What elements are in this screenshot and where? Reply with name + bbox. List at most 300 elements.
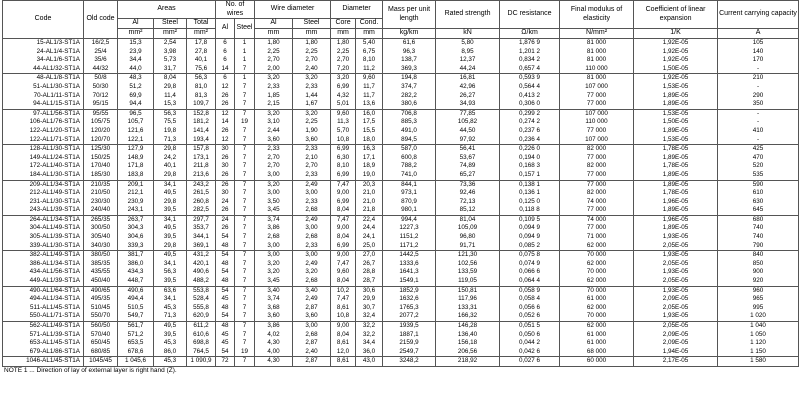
cell-wires-steel: 7 [235, 162, 255, 171]
cell-modulus: 70 000 [560, 286, 634, 295]
cell-diam-cond: 36,0 [356, 348, 383, 357]
cell-area-total: 181,2 [187, 118, 216, 127]
cell-area-al: 304,3 [118, 224, 154, 233]
cell-diam-core: 7,20 [331, 65, 356, 74]
cell-old-code: 95/55 [84, 109, 118, 118]
cell-diam-core: 12,0 [331, 348, 356, 357]
cell-wires-steel: 7 [235, 224, 255, 233]
cell-expansion: 1,53E-05 [634, 136, 718, 145]
cell-current-capacity: 610 [718, 189, 799, 198]
cell-area-steel: 29,8 [154, 171, 187, 180]
cell-dc-resistance: 1,876 9 [500, 39, 560, 48]
cell-rated-strength: 77,85 [436, 109, 500, 118]
cell-mass: 741,0 [383, 171, 436, 180]
cell-diam-core: 11,3 [331, 118, 356, 127]
cell-diam-core: 8,61 [331, 304, 356, 313]
subheader-area-al: Al [118, 19, 154, 29]
cell-current-capacity: 850 [718, 260, 799, 269]
table-row [3, 295, 799, 304]
cell-dc-resistance: 0,094 9 [500, 224, 560, 233]
cell-diam-core: 9,60 [331, 109, 356, 118]
cell-modulus: 62 000 [560, 260, 634, 269]
cell-dc-resistance: 0,237 6 [500, 127, 560, 136]
cell-wires-al: 54 [216, 312, 235, 321]
cell-expansion: 2,05E-05 [634, 260, 718, 269]
cell-code: 51-AL1/30-ST1A [3, 83, 84, 92]
cell-diam-cond: 15,5 [356, 127, 383, 136]
cell-wire-diam-al: 3,00 [255, 251, 293, 260]
cell-diam-cond: 21,8 [356, 206, 383, 215]
cell-wire-diam-al: 3,60 [255, 136, 293, 145]
cell-mass: 706,8 [383, 109, 436, 118]
cell-wire-diam-al: 2,33 [255, 83, 293, 92]
cell-diam-cond: 18,0 [356, 136, 383, 145]
cell-old-code: 35/6 [84, 56, 118, 65]
cell-wire-diam-al: 2,70 [255, 162, 293, 171]
cell-wires-steel: 7 [235, 339, 255, 348]
cell-dc-resistance: 0,042 6 [500, 348, 560, 357]
cell-old-code: 680/85 [84, 348, 118, 357]
cell-code: 149-AL1/24-ST1A [3, 154, 84, 163]
cell-current-capacity: 1 040 [718, 322, 799, 331]
table-row [3, 171, 799, 180]
cell-area-al: 434,3 [118, 268, 154, 277]
cell-area-steel: 56,3 [154, 109, 187, 118]
table-row [3, 74, 799, 83]
cell-wire-diam-steel: 2,40 [293, 348, 331, 357]
cell-wires-al: 6 [216, 56, 235, 65]
cell-area-al: 127,9 [118, 145, 154, 154]
cell-wires-al: 48 [216, 304, 235, 313]
cell-rated-strength: 166,32 [436, 312, 500, 321]
cell-area-steel: 63,6 [154, 286, 187, 295]
table-row [3, 312, 799, 321]
cell-diam-cond: 32,2 [356, 331, 383, 340]
cell-code: 212-AL1/49-ST1A [3, 189, 84, 198]
cell-mass: 844,1 [383, 180, 436, 189]
table-row [3, 48, 799, 57]
cell-expansion: 1,93E-05 [634, 286, 718, 295]
cell-wire-diam-steel: 2,68 [293, 277, 331, 286]
cell-mass: 491,0 [383, 127, 436, 136]
table-row [3, 83, 799, 92]
cell-mass: 885,3 [383, 118, 436, 127]
header-old-code: Old code [84, 1, 118, 39]
cell-area-total: 369,1 [187, 242, 216, 251]
cell-wires-al: 14 [216, 65, 235, 74]
cell-diam-cond: 32,2 [356, 322, 383, 331]
cell-area-steel: 39,5 [154, 206, 187, 215]
cell-wire-diam-al: 2,44 [255, 127, 293, 136]
cell-old-code: 650/45 [84, 339, 118, 348]
cell-diam-core: 10,8 [331, 136, 356, 145]
cell-dc-resistance: 0,136 1 [500, 189, 560, 198]
cell-wire-diam-al: 1,80 [255, 39, 293, 48]
cell-wires-al: 45 [216, 339, 235, 348]
table-row [3, 260, 799, 269]
cell-modulus: 77 000 [560, 224, 634, 233]
cell-old-code: 95/15 [84, 100, 118, 109]
cell-modulus: 62 000 [560, 304, 634, 313]
cell-area-steel: 86,0 [154, 348, 187, 357]
cell-diam-core: 8,61 [331, 357, 356, 367]
cell-wire-diam-steel: 3,00 [293, 322, 331, 331]
cell-expansion: 1,93E-05 [634, 233, 718, 242]
cell-dc-resistance: 0,168 3 [500, 162, 560, 171]
cell-area-al: 549,7 [118, 312, 154, 321]
cell-wire-diam-al: 2,68 [255, 233, 293, 242]
cell-mass: 369,3 [383, 65, 436, 74]
cell-dc-resistance: 0,085 2 [500, 242, 560, 251]
unit-strength: kN [436, 29, 500, 39]
cell-wire-diam-steel: 1,67 [293, 100, 331, 109]
cell-area-steel: 29,8 [154, 242, 187, 251]
cell-expansion: 2,05E-05 [634, 277, 718, 286]
cell-old-code: 120/20 [84, 127, 118, 136]
cell-modulus: 107 000 [560, 136, 634, 145]
table-row [3, 198, 799, 207]
cell-diam-cond: 6,75 [356, 48, 383, 57]
cell-dc-resistance: 0,413 2 [500, 92, 560, 101]
cell-wires-al: 45 [216, 295, 235, 304]
cell-current-capacity: - [718, 118, 799, 127]
cell-wire-diam-al: 4,30 [255, 339, 293, 348]
cell-wire-diam-al: 2,70 [255, 154, 293, 163]
cell-expansion: 1,78E-05 [634, 145, 718, 154]
cell-wire-diam-al: 3,60 [255, 312, 293, 321]
table-row [3, 189, 799, 198]
cell-wire-diam-al: 3,45 [255, 277, 293, 286]
cell-current-capacity: 170 [718, 56, 799, 65]
cell-rated-strength: 121,30 [436, 251, 500, 260]
cell-area-al: 121,6 [118, 127, 154, 136]
cell-wires-steel: 7 [235, 136, 255, 145]
cell-area-al: 105,7 [118, 118, 154, 127]
cell-code: 494-AL1/34-ST1A [3, 295, 84, 304]
cell-rated-strength: 56,41 [436, 145, 500, 154]
subheader-diam-al: Al [255, 19, 293, 29]
cell-wire-diam-steel: 2,33 [293, 242, 331, 251]
cell-expansion: 1,89E-05 [634, 224, 718, 233]
cell-dc-resistance: 0,064 4 [500, 277, 560, 286]
cell-mass: 600,8 [383, 154, 436, 163]
cell-wires-al: 48 [216, 242, 235, 251]
header-no-of-wires: No. of wires [216, 1, 255, 19]
table-row [3, 127, 799, 136]
cell-mass: 2077,2 [383, 312, 436, 321]
cell-expansion: 1,50E-05 [634, 118, 718, 127]
cell-mass: 96,3 [383, 48, 436, 57]
unit-area-al: mm² [118, 29, 154, 39]
unit-cond: mm [356, 29, 383, 39]
cell-expansion: 2,09E-05 [634, 331, 718, 340]
cell-diam-core: 9,60 [331, 268, 356, 277]
cell-area-steel: 34,1 [154, 180, 187, 189]
cell-rated-strength: 206,56 [436, 348, 500, 357]
header-wire-diameter: Wire diameter [255, 1, 331, 19]
subheader-wires-al: Al [216, 19, 235, 39]
cell-wire-diam-al: 2,70 [255, 56, 293, 65]
cell-expansion: 1,89E-05 [634, 171, 718, 180]
cell-expansion: 1,89E-05 [634, 206, 718, 215]
header-modulus: Final modulus of elasticity [560, 1, 634, 29]
cell-dc-resistance: 0,066 6 [500, 268, 560, 277]
cell-code: 571-AL1/39-ST1A [3, 331, 84, 340]
table-row [3, 180, 799, 189]
cell-wires-al: 6 [216, 74, 235, 83]
cell-rated-strength: 73,36 [436, 180, 500, 189]
cell-area-steel: 39,5 [154, 331, 187, 340]
cell-mass: 1939,5 [383, 322, 436, 331]
cell-current-capacity: 965 [718, 295, 799, 304]
cell-area-steel: 49,5 [154, 322, 187, 331]
cell-wires-al: 24 [216, 198, 235, 207]
cell-expansion: 1,94E-05 [634, 348, 718, 357]
cell-wires-steel: 7 [235, 242, 255, 251]
table-row [3, 154, 799, 163]
cell-code: 304-AL1/49-ST1A [3, 224, 84, 233]
cell-code: 94-AL1/15-ST1A [3, 100, 84, 109]
cell-diam-core: 7,47 [331, 215, 356, 224]
cell-old-code: 300/50 [84, 224, 118, 233]
cell-area-steel: 24,2 [154, 154, 187, 163]
cell-diam-cond: 19,0 [356, 171, 383, 180]
cell-modulus: 77 000 [560, 100, 634, 109]
cell-wire-diam-al: 3,50 [255, 198, 293, 207]
cell-wires-steel: 7 [235, 92, 255, 101]
table-header [3, 1, 799, 39]
cell-current-capacity: 740 [718, 233, 799, 242]
cell-diam-cond: 11,7 [356, 92, 383, 101]
cell-expansion: 1,78E-05 [634, 162, 718, 171]
cell-current-capacity: 535 [718, 171, 799, 180]
cell-old-code: 570/40 [84, 331, 118, 340]
cell-wire-diam-steel: 2,70 [293, 56, 331, 65]
cell-code: 653-AL1/45-ST1A [3, 339, 84, 348]
cell-old-code: 380/50 [84, 251, 118, 260]
cell-expansion: 1,92E-05 [634, 48, 718, 57]
cell-code: 562-AL1/49-ST1A [3, 322, 84, 331]
cell-old-code: 340/30 [84, 242, 118, 251]
cell-wire-diam-steel: 2,70 [293, 162, 331, 171]
cell-dc-resistance: 0,075 8 [500, 251, 560, 260]
cell-diam-cond: 5,40 [356, 39, 383, 48]
cell-rated-strength: 26,27 [436, 92, 500, 101]
cell-wires-al: 48 [216, 277, 235, 286]
cell-area-total: 611,2 [187, 322, 216, 331]
cell-area-al: 230,9 [118, 198, 154, 207]
cell-mass: 282,2 [383, 92, 436, 101]
cell-wire-diam-steel: 2,33 [293, 83, 331, 92]
cell-area-total: 620,9 [187, 312, 216, 321]
cell-wires-al: 26 [216, 224, 235, 233]
cell-wires-steel: 7 [235, 198, 255, 207]
cell-diam-core: 6,99 [331, 171, 356, 180]
cell-area-steel: 31,7 [154, 65, 187, 74]
header-expansion: Coefficient of linear expansion [634, 1, 718, 29]
cell-wire-diam-al: 4,00 [255, 348, 293, 357]
subheader-core: Core [331, 19, 356, 29]
cell-modulus: 77 000 [560, 171, 634, 180]
cell-expansion: 1,89E-05 [634, 92, 718, 101]
cell-dc-resistance: 0,157 1 [500, 171, 560, 180]
cell-dc-resistance: 0,044 2 [500, 339, 560, 348]
cell-diam-cond: 21,0 [356, 198, 383, 207]
cell-current-capacity: 1 050 [718, 331, 799, 340]
table-row [3, 109, 799, 118]
table-row [3, 348, 799, 357]
subheader-cond: Cond. [356, 19, 383, 29]
cell-mass: 994,4 [383, 215, 436, 224]
cell-area-al: 490,6 [118, 286, 154, 295]
cell-current-capacity: 740 [718, 224, 799, 233]
cell-rated-strength: 150,81 [436, 286, 500, 295]
cell-modulus: 77 000 [560, 206, 634, 215]
conductor-table-container [2, 0, 798, 375]
cell-code: 305-AL1/39-ST1A [3, 233, 84, 242]
cell-old-code: 125/30 [84, 145, 118, 154]
cell-mass: 1765,3 [383, 304, 436, 313]
cell-mass: 1333,6 [383, 260, 436, 269]
cell-mass: 894,5 [383, 136, 436, 145]
cell-old-code: 170/40 [84, 162, 118, 171]
cell-area-al: 183,8 [118, 171, 154, 180]
cell-area-al: 243,1 [118, 206, 154, 215]
cell-wire-diam-al: 2,00 [255, 65, 293, 74]
cell-code: 209-AL1/34-ST1A [3, 180, 84, 189]
cell-wire-diam-al: 1,85 [255, 92, 293, 101]
cell-mass: 380,6 [383, 100, 436, 109]
cell-diam-cond: 17,5 [356, 118, 383, 127]
cell-area-total: 40,1 [187, 56, 216, 65]
cell-code: 122-AL1/20-ST1A [3, 127, 84, 136]
cell-wire-diam-al: 3,00 [255, 189, 293, 198]
cell-wire-diam-al: 3,20 [255, 180, 293, 189]
cell-old-code: 50/30 [84, 83, 118, 92]
cell-code: 434-AL1/56-ST1A [3, 268, 84, 277]
cell-area-al: 148,9 [118, 154, 154, 163]
cell-wire-diam-steel: 3,00 [293, 189, 331, 198]
cell-code: 511-AL1/45-ST1A [3, 304, 84, 313]
cell-code: 97-AL1/56-ST1A [3, 109, 84, 118]
cell-area-al: 263,7 [118, 215, 154, 224]
cell-modulus: 81 000 [560, 48, 634, 57]
cell-expansion: 1,89E-05 [634, 100, 718, 109]
cell-code: 172-AL1/40-ST1A [3, 162, 84, 171]
cell-rated-strength: 81,04 [436, 215, 500, 224]
cell-rated-strength: 105,82 [436, 118, 500, 127]
cell-mass: 870,9 [383, 198, 436, 207]
cell-rated-strength: 74,89 [436, 162, 500, 171]
cell-old-code: 25/4 [84, 48, 118, 57]
cell-expansion: 1,53E-05 [634, 83, 718, 92]
cell-diam-cond: 29,9 [356, 295, 383, 304]
cell-diam-core: 8,61 [331, 339, 356, 348]
cell-area-total: 698,8 [187, 339, 216, 348]
cell-area-steel: 45,3 [154, 304, 187, 313]
cell-old-code: 495/35 [84, 295, 118, 304]
cell-mass: 788,2 [383, 162, 436, 171]
cell-rated-strength: 85,12 [436, 206, 500, 215]
cell-area-steel: 49,5 [154, 189, 187, 198]
cell-modulus: 61 000 [560, 331, 634, 340]
cell-diam-cond: 32,4 [356, 312, 383, 321]
cell-modulus: 70 000 [560, 268, 634, 277]
cell-area-al: 44,0 [118, 65, 154, 74]
cell-area-steel: 39,5 [154, 277, 187, 286]
cell-area-al: 212,1 [118, 189, 154, 198]
cell-area-total: 75,6 [187, 65, 216, 74]
cell-area-steel: 29,8 [154, 198, 187, 207]
table-row [3, 65, 799, 74]
cell-mass: 1442,5 [383, 251, 436, 260]
cell-modulus: 81 000 [560, 39, 634, 48]
cell-area-steel: 39,5 [154, 233, 187, 242]
cell-dc-resistance: 0,564 4 [500, 83, 560, 92]
cell-wires-steel: 7 [235, 357, 255, 367]
cell-old-code: 105/75 [84, 118, 118, 127]
cell-old-code: 560/50 [84, 322, 118, 331]
cell-wires-steel: 7 [235, 154, 255, 163]
cell-wires-steel: 7 [235, 109, 255, 118]
cell-modulus: 71 000 [560, 233, 634, 242]
cell-mass: 980,1 [383, 206, 436, 215]
cell-wires-steel: 7 [235, 127, 255, 136]
cell-wire-diam-al: 3,20 [255, 74, 293, 83]
cell-area-steel: 45,3 [154, 357, 187, 367]
cell-diam-core: 1,80 [331, 39, 356, 48]
cell-wires-al: 12 [216, 109, 235, 118]
cell-wire-diam-al: 3,86 [255, 224, 293, 233]
cell-diam-core: 7,47 [331, 180, 356, 189]
cell-wire-diam-steel: 2,87 [293, 339, 331, 348]
cell-wire-diam-steel: 2,25 [293, 48, 331, 57]
cell-modulus: 110 000 [560, 65, 634, 74]
cell-mass: 2159,9 [383, 339, 436, 348]
cell-diam-cond: 21,0 [356, 189, 383, 198]
cell-mass: 194,8 [383, 74, 436, 83]
cell-dc-resistance: 0,236 4 [500, 136, 560, 145]
cell-old-code: 120/70 [84, 136, 118, 145]
cell-area-al: 94,4 [118, 100, 154, 109]
cell-rated-strength: 65,27 [436, 171, 500, 180]
table-row [3, 268, 799, 277]
table-row [3, 277, 799, 286]
cell-wire-diam-steel: 2,33 [293, 171, 331, 180]
cell-current-capacity: 960 [718, 286, 799, 295]
cell-area-total: 261,5 [187, 189, 216, 198]
cell-old-code: 385/35 [84, 260, 118, 269]
cell-wires-steel: 7 [235, 286, 255, 295]
cell-dc-resistance: 0,593 9 [500, 74, 560, 83]
cell-area-total: 553,8 [187, 286, 216, 295]
cell-diam-core: 8,04 [331, 277, 356, 286]
header-rated-strength: Rated strength [436, 1, 500, 29]
cell-area-total: 141,4 [187, 127, 216, 136]
cell-wire-diam-steel: 2,68 [293, 233, 331, 242]
cell-area-total: 610,6 [187, 331, 216, 340]
cell-wire-diam-steel: 1,80 [293, 39, 331, 48]
cell-code: 184-AL1/30-ST1A [3, 171, 84, 180]
cell-wires-steel: 7 [235, 206, 255, 215]
cell-code: 1046-AL1/45-ST1A [3, 357, 84, 367]
cell-area-steel: 75,5 [154, 118, 187, 127]
cell-area-al: 209,1 [118, 180, 154, 189]
cell-diam-cond: 16,3 [356, 145, 383, 154]
cell-wire-diam-steel: 3,40 [293, 286, 331, 295]
cell-diam-core: 7,47 [331, 295, 356, 304]
cell-current-capacity: 900 [718, 268, 799, 277]
